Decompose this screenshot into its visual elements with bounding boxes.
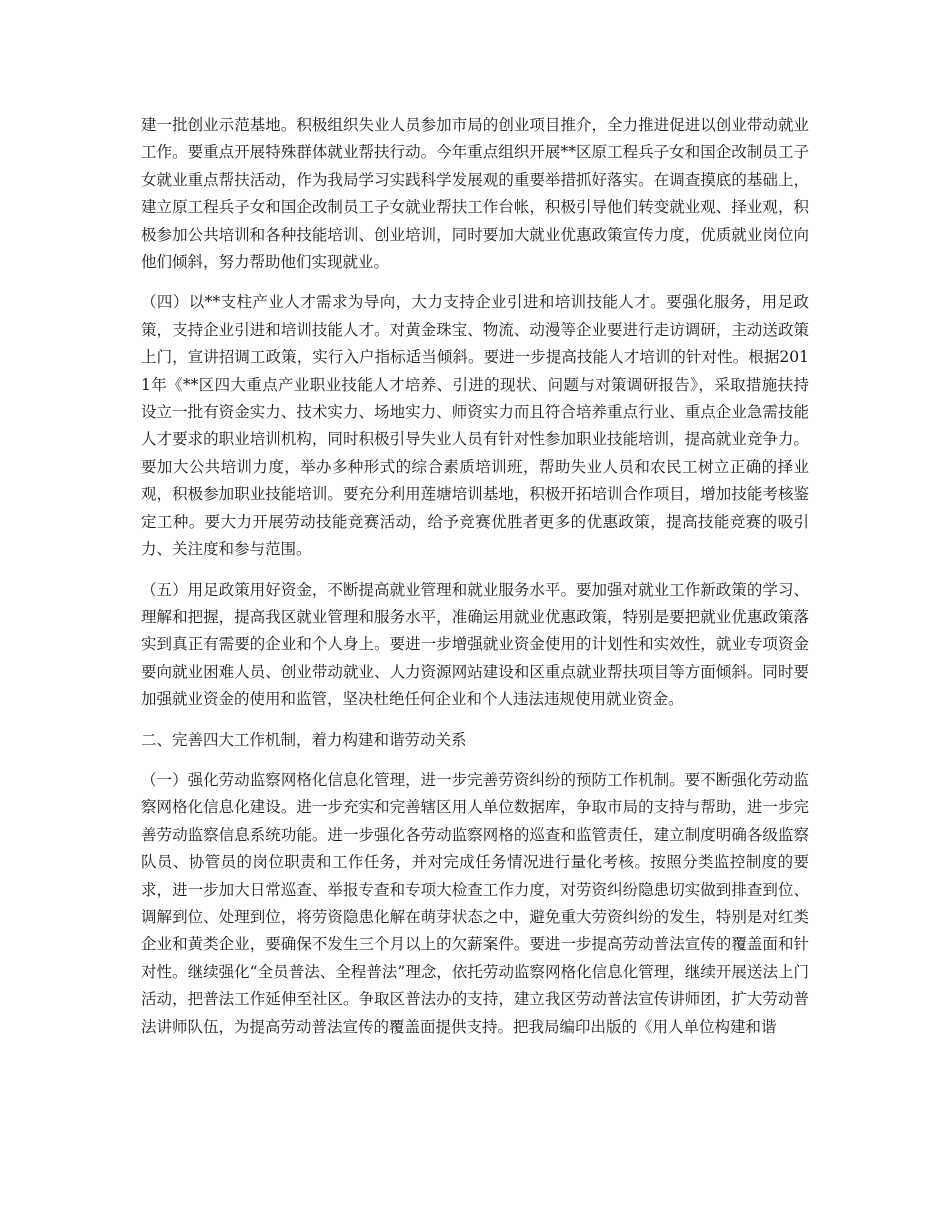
paragraph-section-four: （四）以**支柱产业人才需求为导向，大力支持企业引进和培训技能人才。要强化服务，用足政策，支持企业引进和培训技能人才。对黄金珠宝、物流、动漫等企业要进行走访调研，主动送政策上门，宣讲招调工政策，实行入户指标适当倾斜。要进一步提高技能人才培训的针对性。根据2011年《**区四大重点产业职业技能人才培养、引进的现状、问题与对策调研报告》，采取措施扶持设立一批有资金实力、技术实力、场地实力、师资实力而且符合培养重点行业、重点企业急需技能人才要求的职业培训机构，同时积极引导失业人员有针对性参加职业技能培训，提高就业竞争力。要加大公共培训力度，举办多种形式的综合素质培训班，帮助失业人员和农民工树立正确的择业观，积极参加职业技能培训。要充分利用莲塘培训基地，积极开拓培训合作项目，增加技能考核鉴定工种。要大力开展劳动技能竞赛活动，给予竞赛优胜者更多的优惠政策，提高技能竞赛的吸引力、关注度和参与范围。 [141,293,809,559]
section-heading: 二、完善四大工作机制，着力构建和谐劳动关系 [141,730,467,749]
paragraph-entrepreneurship: 建一批创业示范基地。积极组织失业人员参加市局的创业项目推介，全力推进促进以创业带动就业工作。要重点开展特殊群体就业帮扶行动。今年重点组织开展**区原工程兵子女和国企改制员工子女就业重点帮扶活动，作为我局学习实践科学发展观的重要举措抓好落实。在调查摸底的基础上，建立原工程兵子女和国企改制员工子女就业帮扶工作台帐，积极引导他们转变就业观、择业观，积极参加公共培训和各种技能培训、创业培训，同时要加大就业优惠政策宣传力度，优质就业岗位向他们倾斜，努力帮助他们实现就业。 [141,116,809,272]
paragraph-labor-supervision: （一）强化劳动监察网格化信息化管理，进一步完善劳资纠纷的预防工作机制。要不断强化劳动监察网格化信息化建设。进一步充实和完善辖区用人单位数据库，争取市局的支持与帮助，进一步完善劳动监察信息系统功能。进一步强化各劳动监察网格的巡查和监管责任，建立制度明确各级监察队员、协管员的岗位职责和工作任务，并对完成任务情况进行量化考核。按照分类监控制度的要求，进一步加大日常巡查、举报专查和专项大检查工作力度，对劳资纠纷隐患切实做到排查到位、调解到位、处理到位，将劳资隐患化解在萌芽状态之中，避免重大劳资纠纷的发生，特别是对红类企业和黄类企业，要确保不发生三个月以上的欠薪案件。要进一步提高劳动普法宣传的覆盖面和针对性。继续强化“全员普法、全程普法”理念，依托劳动监察网格化信息化管理，继续开展送法上门活动，把普法工作延伸至社区。争取区普法办的支持，建立我区劳动普法宣传讲师团，扩大劳动普法讲师队伍，为提高劳动普法宣传的覆盖面提供支持。把我局编印出版的《用人单位构建和谐 [141,770,809,1036]
paragraph-section-five: （五）用足政策用好资金，不断提高就业管理和就业服务水平。要加强对就业工作新政策的学习、理解和把握，提高我区就业管理和服务水平，准确运用就业优惠政策，特别是要把就业优惠政策落实到真正有需要的企业和个人身上。要进一步增强就业资金使用的计划性和实效性，就业专项资金要向就业困难人员、创业带动就业、人力资源网站建设和区重点就业帮扶项目等方面倾斜。同时要加强就业资金的使用和监管，坚决杜绝任何企业和个人违法违规使用就业资金。 [141,580,809,709]
document-page [141,112,809,1054]
